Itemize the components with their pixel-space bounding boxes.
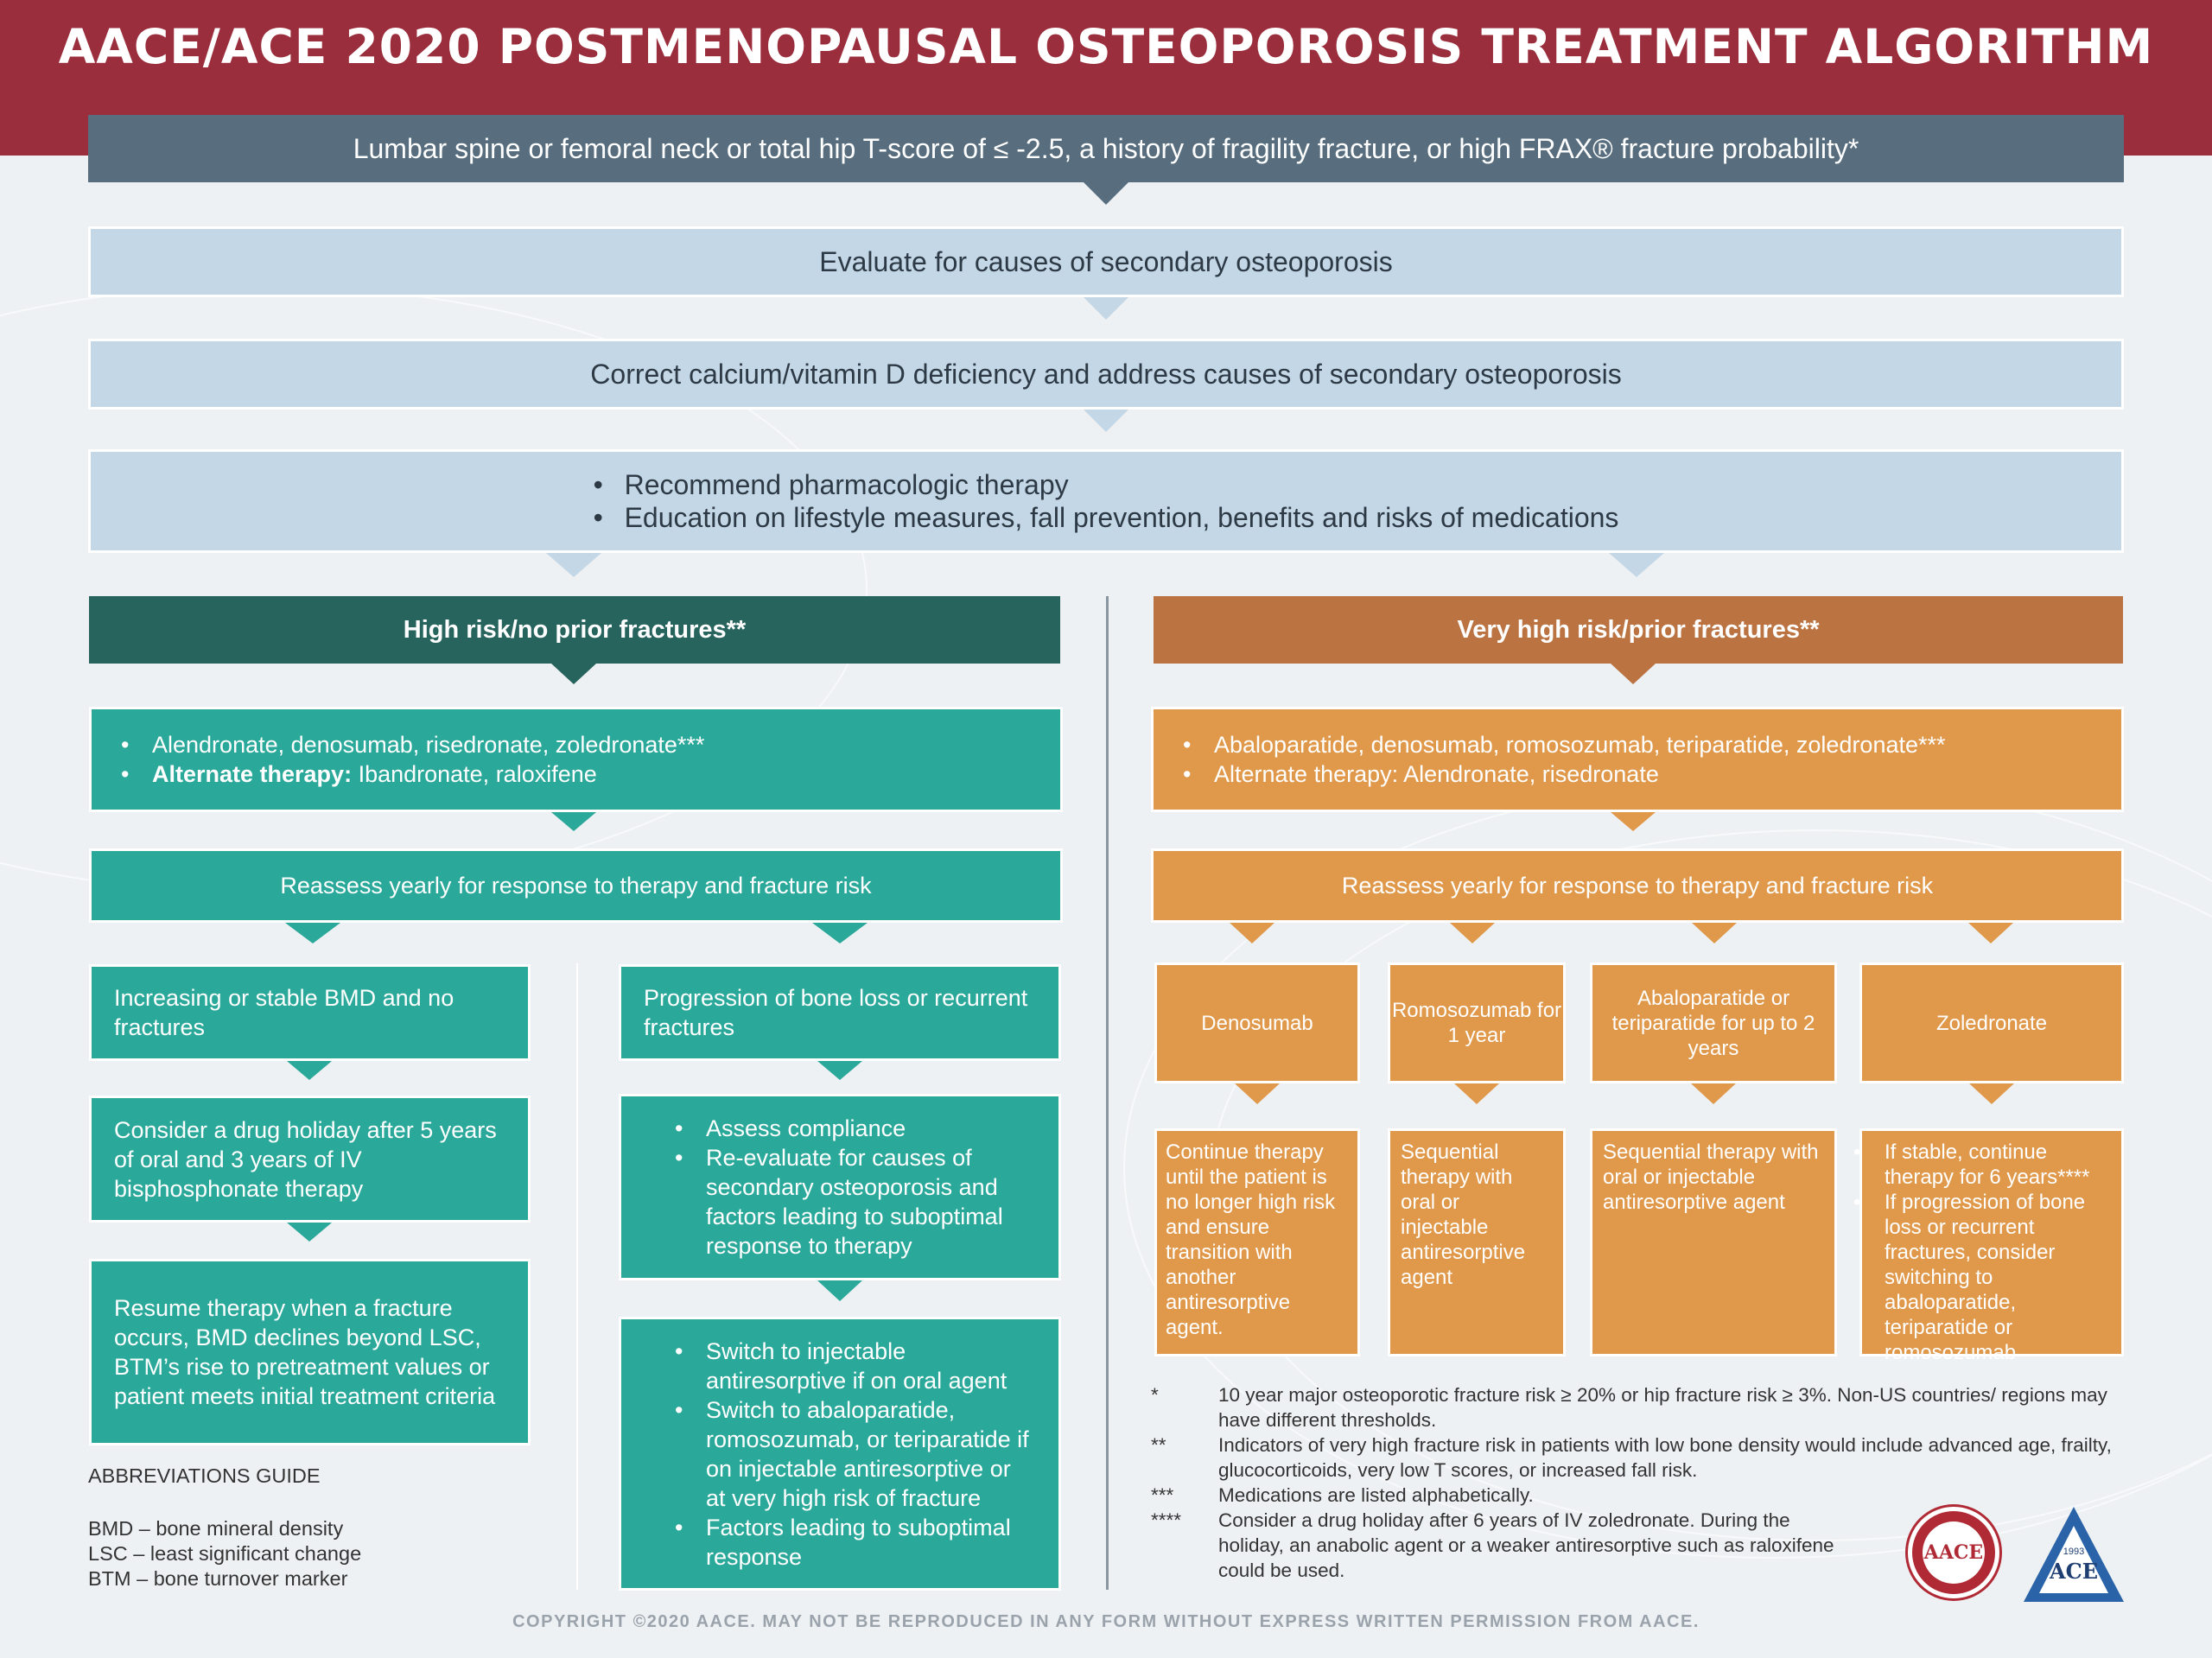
footnote-mark: * (1151, 1384, 1159, 1406)
recommend-box (88, 449, 2124, 553)
footnote-text: Medications are listed alphabetically. (1218, 1484, 1534, 1506)
therapy-item (152, 759, 704, 789)
down-arrow (546, 553, 601, 577)
footnote-mark: *** (1151, 1484, 1174, 1506)
down-arrow (1611, 812, 1656, 831)
footnote (1151, 1382, 2127, 1432)
drug-action-item: • If stable, continue therapy for 6 years**** (1885, 1140, 2113, 1190)
down-arrow (1084, 182, 1128, 205)
ace-logo-icon (2020, 1503, 2127, 1605)
drug-name: Zoledronate (1936, 1011, 2048, 1035)
therapy-item: • Abaloparatide, denosumab, romosozumab, teriparatide, zoledronate*** (1214, 730, 1946, 759)
down-arrow (1084, 410, 1128, 432)
reassess-text: Reassess yearly for response to therapy and fracture risk (280, 873, 872, 899)
footnote (1151, 1483, 2127, 1508)
alternate-therapy-label: Alternate therapy: (152, 761, 353, 787)
down-arrow (287, 1061, 332, 1080)
down-arrow (285, 923, 340, 943)
switch-therapy-box (619, 1317, 1061, 1591)
down-arrow (1691, 1083, 1736, 1104)
drug-action-text: Sequential therapy with oral or injectable antiresorptive agent (1401, 1140, 1526, 1289)
ace-logo-text: ACE (2049, 1559, 2098, 1584)
down-arrow (1235, 1083, 1280, 1104)
ace-logo-year: 1993 (2063, 1547, 2085, 1557)
down-arrow (1450, 923, 1495, 943)
assess-list (675, 1114, 1036, 1261)
evaluate-box (88, 226, 2124, 297)
down-arrow (551, 664, 596, 684)
drug-action-text: Sequential therapy with oral or injectable antiresorptive agent (1603, 1140, 1819, 1214)
drug-name: Abaloparatide or teriparatide for up to 2 years (1611, 986, 1815, 1060)
down-arrow (1611, 664, 1656, 684)
down-arrow (1454, 1083, 1499, 1104)
very-high-risk-header (1154, 596, 2123, 664)
drug-box-denosumab (1154, 962, 1360, 1083)
drug-box-zoledronate (1859, 962, 2124, 1083)
abbreviations-heading: ABBREVIATIONS GUIDE (88, 1464, 321, 1487)
switch-item: • Factors leading to suboptimal response (706, 1513, 1036, 1572)
progression-text: Progression of bone loss or recurrent fractures (644, 985, 1028, 1040)
footnote-text: 10 year major osteoporotic fracture risk ≥ 20% or hip fracture risk ≥ 3%. Non-US countries/ regions may have different thresholds. (1218, 1384, 2107, 1431)
abbreviations-guide (88, 1464, 503, 1591)
very-high-risk-therapy-list (1183, 730, 1946, 789)
high-risk-header-text: High risk/no prior fractures** (403, 615, 747, 644)
down-arrow (1692, 923, 1737, 943)
criteria-text: Lumbar spine or femoral neck or total hip T-score of ≤ -2.5, a history of fragility fracture, or high FRAX® fracture probability* (353, 132, 1859, 164)
high-risk-therapy-box (89, 707, 1063, 812)
assess-item: • Assess compliance (706, 1114, 1036, 1143)
footnote-mark: **** (1151, 1509, 1182, 1531)
footnote (1151, 1432, 2127, 1483)
drug-box-romosozumab (1388, 962, 1566, 1083)
resume-therapy-box (89, 1259, 531, 1445)
recommend-list (594, 468, 1619, 534)
drug-holiday-box (89, 1096, 531, 1223)
column-divider (1106, 596, 1109, 1590)
assess-compliance-box (619, 1094, 1061, 1280)
high-risk-header (89, 596, 1060, 664)
abaloparatide-action-box (1590, 1128, 1837, 1356)
abbreviation-item: BMD – bone mineral density (88, 1517, 344, 1540)
resume-therapy-text: Resume therapy when a fracture occurs, BMD declines beyond LSC, BTM’s rise to pretreatment values or patient meets initial treatment criteria (114, 1295, 496, 1409)
switch-list (675, 1337, 1036, 1572)
down-arrow (1968, 923, 2013, 943)
stable-bmd-box (89, 964, 531, 1061)
down-arrow (551, 812, 596, 831)
abbreviation-item: BTM – bone turnover marker (88, 1567, 348, 1590)
assess-item: • Re-evaluate for causes of secondary osteoporosis and factors leading to suboptimal response to therapy (706, 1143, 1036, 1261)
drug-action-text: Continue therapy until the patient is no longer high risk and ensure transition with another antiresorptive agent. (1166, 1140, 1336, 1339)
footnote-mark: ** (1151, 1434, 1166, 1456)
criteria-box (88, 115, 2124, 182)
high-risk-reassess-box (89, 848, 1063, 923)
down-arrow (817, 1061, 862, 1080)
evaluate-text: Evaluate for causes of secondary osteoporosis (819, 245, 1393, 277)
zoledronate-action-box (1859, 1128, 2124, 1364)
switch-item: • Switch to injectable antiresorptive if on oral agent (706, 1337, 1036, 1395)
sub-column-divider (576, 963, 578, 1590)
correct-box (88, 339, 2124, 410)
drug-name: Romosozumab for 1 year (1391, 999, 1562, 1047)
very-high-risk-reassess-box (1151, 848, 2124, 923)
footnote-text: Indicators of very high fracture risk in patients with low bone density would include advanced age, frailty, glucocorticoids, very low T scores, or increased fall risk. (1218, 1434, 2112, 1481)
drug-name: Denosumab (1201, 1011, 1313, 1035)
abbreviation-item: LSC – least significant change (88, 1542, 362, 1565)
aace-logo-icon (1908, 1507, 1999, 1598)
copyright-notice: COPYRIGHT ©2020 AACE. MAY NOT BE REPRODUCED IN ANY FORM WITHOUT EXPRESS WRITTEN PERMISSION FROM AACE. (512, 1612, 1700, 1631)
reassess-text: Reassess yearly for response to therapy and fracture risk (1341, 873, 1934, 899)
denosumab-action-box (1154, 1128, 1360, 1356)
drug-action-item: • If progression of bone loss or recurrent fractures, consider switching to abaloparatide, teriparatide or romosozumab (1885, 1190, 2113, 1365)
down-arrow (812, 923, 868, 943)
footnote-text: Consider a drug holiday after 6 years of IV zoledronate. During the holiday, an anabolic agent or a weaker antiresorptive such as raloxifene could be used. (1218, 1509, 1834, 1581)
recommend-item: • Recommend pharmacologic therapy (625, 468, 1619, 501)
switch-item: • Switch to abaloparatide, romosozumab, or teriparatide if on injectable antiresorptive or at very high risk of fracture (706, 1395, 1036, 1513)
very-high-risk-therapy-box (1151, 707, 2124, 812)
down-arrow (1969, 1083, 2014, 1104)
therapy-item: • Alternate therapy: Alendronate, risedronate (1214, 759, 1946, 789)
correct-text: Correct calcium/vitamin D deficiency and address causes of secondary osteoporosis (590, 358, 1622, 390)
down-arrow (287, 1223, 332, 1242)
stable-bmd-text: Increasing or stable BMD and no fractures (114, 985, 454, 1040)
alternate-therapy-value: Ibandronate, raloxifene (352, 761, 597, 787)
romosozumab-action-box (1388, 1128, 1566, 1356)
zoledronate-action-list (1885, 1140, 2113, 1365)
aace-logo-center (1923, 1521, 1985, 1584)
down-arrow (817, 1280, 862, 1301)
aace-logo-text: AACE (1923, 1541, 1984, 1564)
down-arrow (1609, 553, 1664, 577)
down-arrow (1084, 297, 1128, 320)
progression-box (619, 964, 1061, 1061)
page-title: AACE/ACE 2020 POSTMENOPAUSAL OSTEOPOROSIS TREATMENT ALGORITHM (58, 19, 2154, 74)
drug-holiday-text: Consider a drug holiday after 5 years of oral and 3 years of IV bisphosphonate therapy (114, 1116, 497, 1202)
high-risk-therapy-list (121, 730, 704, 789)
very-high-risk-header-text: Very high risk/prior fractures** (1457, 615, 1820, 644)
drug-box-abaloparatide (1590, 962, 1837, 1083)
therapy-item: • Alendronate, denosumab, risedronate, zoledronate*** (152, 730, 704, 759)
recommend-item: • Education on lifestyle measures, fall prevention, benefits and risks of medications (625, 501, 1619, 534)
down-arrow (1230, 923, 1274, 943)
